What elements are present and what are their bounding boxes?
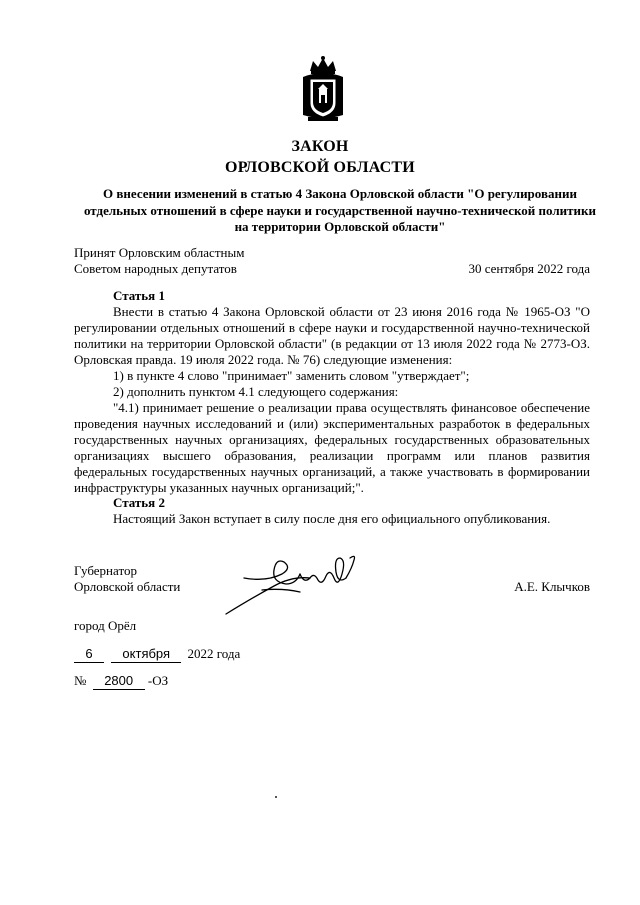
adoption-body — [74, 245, 244, 277]
signatory-name: А.Е. Клычков — [514, 579, 590, 594]
article-1-intro: Внести в статью 4 Закона Орловской области от 23 июня 2016 года № 1965-ОЗ "О регулировании отдельных отношений в сфере науки и государственной научно-технической политики на территории Орловской области" (в редакции от 13 июля 2022 года № 2773-ОЗ. Орловская правда. 19 июля 2022 года. № 76) следующие изменения: — [74, 304, 590, 367]
law-number-suffix: -ОЗ — [147, 673, 169, 688]
law-subject — [80, 186, 600, 236]
document-region: ОРЛОВСКОЙ ОБЛАСТИ — [225, 159, 415, 176]
article-1-body — [74, 304, 590, 496]
adoption-line: Принят Орловским областным — [74, 245, 245, 260]
signing-day: 6 — [74, 646, 104, 663]
signing-date — [74, 646, 240, 663]
law-number-prefix: № — [74, 673, 87, 688]
signing-month: октября — [111, 646, 181, 663]
article-1-item: 1) в пункте 4 слово "принимает" заменить словом "утверждает"; — [113, 368, 470, 383]
law-number-value: 2800 — [93, 673, 145, 690]
scan-speck — [275, 796, 277, 798]
adoption-date: 30 сентября 2022 года — [468, 261, 590, 276]
article-2-heading: Статья 2 — [113, 495, 165, 510]
signatory-position — [74, 563, 180, 595]
coat-of-arms-emblem — [300, 55, 346, 125]
article-1-item: 2) дополнить пунктом 4.1 следующего содержания: — [113, 384, 399, 399]
law-subject-line: на территории Орловской области" — [234, 219, 446, 234]
law-number — [74, 673, 168, 690]
adoption-line: Советом народных депутатов — [74, 261, 237, 276]
article-2-text: Настоящий Закон вступает в силу после дня его официального опубликования. — [113, 511, 551, 526]
document-title: ЗАКОН — [291, 138, 349, 155]
signatory-position-line: Губернатор — [74, 563, 137, 578]
law-subject-line: отдельных отношений в сфере науки и государственной научно-технической политики — [83, 202, 597, 218]
signing-city: город Орёл — [74, 618, 137, 633]
signing-year: 2022 года — [187, 646, 241, 661]
handwritten-signature — [222, 548, 360, 618]
article-1-item: "4.1) принимает решение о реализации права осуществлять финансовое обеспечение проведения научных исследований и (или) экспериментальных разработок в федеральных государственных научных организациях, федеральных государственных образовательных организациях высшего образования, реализации программ или планов развития федеральных государственных научных организаций, а также участвовать в формировании инфраструктуры указанных научных организаций;". — [74, 400, 590, 495]
article-1-heading: Статья 1 — [113, 288, 165, 303]
law-subject-line: О внесении изменений в статью 4 Закона Орловской области "О регулировании — [103, 186, 577, 201]
signatory-position-line: Орловской области — [74, 579, 181, 594]
